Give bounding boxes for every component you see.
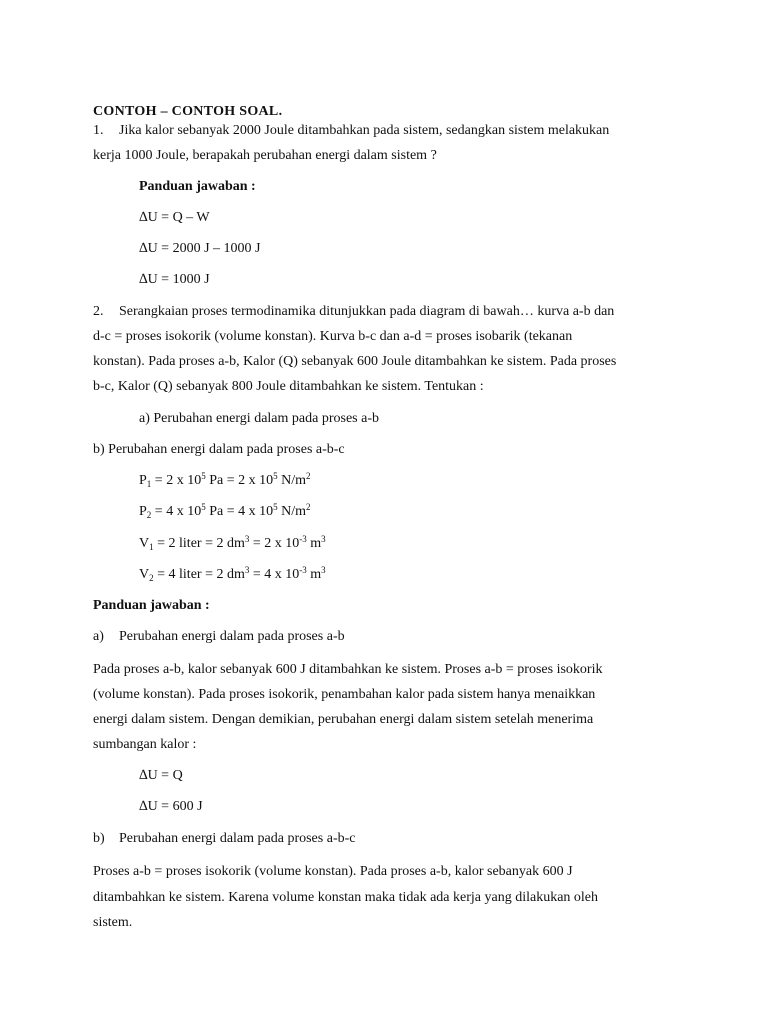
task-a: a) Perubahan energi dalam pada proses a-b — [139, 411, 379, 426]
question-2-line-3: konstan). Pada proses a-b, Kalor (Q) sebanyak 600 Joule ditambahkan ke sistem. Pada proses — [93, 354, 617, 369]
question-number: 2. — [93, 304, 104, 319]
part-b-paragraph-line: sistem. — [93, 915, 133, 930]
question-2-line-1 — [93, 303, 614, 321]
part-b-paragraph-line: ditambahkan ke sistem. Karena volume konstan maka tidak ada kerja yang dilakukan oleh — [93, 890, 599, 905]
part-b-heading — [93, 830, 355, 848]
given-pressure-2: $P_2 = 4$ x $10^5$ Pa = 4 x $10^5$ $N/m^2$ — [139, 502, 311, 520]
task-b: b) Perubahan energi dalam pada proses a-b-c — [93, 442, 345, 457]
answer-guide-label: Panduan jawaban : — [93, 598, 210, 613]
part-b-paragraph-line: Proses a-b = proses isokorik (volume konstan). Pada proses a-b, kalor sebanyak 600 J — [93, 864, 573, 879]
part-label: b) — [93, 831, 105, 846]
given-volume-1: $V_1 = 2$ liter = 2 $dm^3 = 2$ x $10^{-3}$ $m^3$ — [139, 534, 326, 552]
part-heading-text: Perubahan energi dalam pada proses a-b-c — [119, 831, 356, 846]
question-1-line-1 — [93, 122, 609, 140]
part-a-paragraph-line: sumbangan kalor : — [93, 737, 197, 752]
equation: ∆U = Q — [139, 768, 183, 783]
part-a-paragraph-line: (volume konstan). Pada proses isokorik, penambahan kalor pada sistem hanya menaikkan — [93, 687, 596, 702]
answer-guide-label: Panduan jawaban : — [139, 179, 256, 194]
page-title: CONTOH – CONTOH SOAL. — [93, 104, 283, 119]
part-a-paragraph-line: energi dalam sistem. Dengan demikian, perubahan energi dalam sistem setelah menerima — [93, 712, 594, 727]
question-number: 1. — [93, 123, 104, 138]
equation: ∆U = 1000 J — [139, 272, 210, 287]
part-a-heading — [93, 628, 345, 646]
equation: ∆U = Q – W — [139, 210, 210, 225]
question-text: Serangkaian proses termodinamika ditunjukkan pada diagram di bawah… kurva a-b dan — [119, 304, 615, 319]
question-2-line-2: d-c = proses isokorik (volume konstan). Kurva b-c dan a-d = proses isobarik (tekanan — [93, 329, 573, 344]
question-text: Jika kalor sebanyak 2000 Joule ditambahkan pada sistem, sedangkan sistem melakukan — [119, 123, 610, 138]
given-pressure-1: $P_1 = 2$ x $10^5$ Pa = 2 x $10^5$ $N/m^2$ — [139, 471, 311, 489]
question-2-line-4: b-c, Kalor (Q) sebanyak 800 Joule ditambahkan ke sistem. Tentukan : — [93, 379, 484, 394]
part-heading-text: Perubahan energi dalam pada proses a-b — [119, 629, 345, 644]
equation: ∆U = 2000 J – 1000 J — [139, 241, 261, 256]
part-label: a) — [93, 629, 104, 644]
equation: ∆U = 600 J — [139, 799, 203, 814]
part-a-paragraph-line: Pada proses a-b, kalor sebanyak 600 J ditambahkan ke sistem. Proses a-b = proses isokorik — [93, 662, 603, 677]
question-1-line-2: kerja 1000 Joule, berapakah perubahan energi dalam sistem ? — [93, 148, 437, 163]
given-volume-2: $V_2 = 4$ liter = 2 $dm^3 = 4$ x $10^{-3}$ $m^3$ — [139, 565, 326, 583]
